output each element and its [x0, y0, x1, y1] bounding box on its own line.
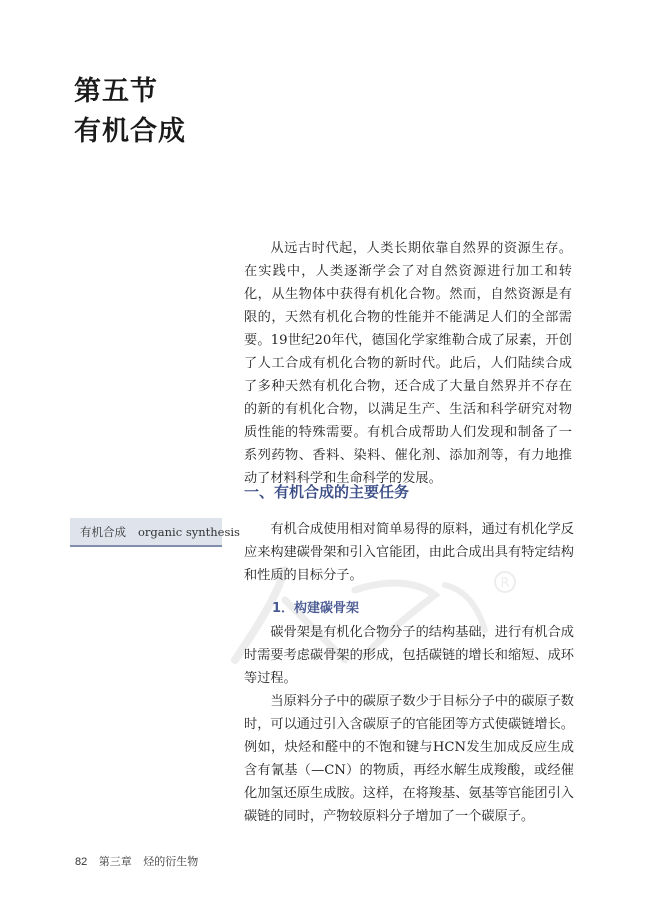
svg-text:R: R — [500, 576, 510, 591]
intro-paragraph: 从远古时代起，人类长期依靠自然界的资源生存。在实践中，人类逐渐学会了对自然资源进行加工和转化，从生物体中获得有机化合物。然而，自然资源是有限的，天然有机化合物的性能并不能满足人们的全部需要。19世纪20年代，德国化学家维勒合成了尿素，开创了人工合成有机化合物的新时代。此后，人们陆续合成了多种天然有机化合物，还合成了大量自然界并不存在的新的有机化合物，以满足生产、生活和科学研究对物质性能的特殊需要。有机合成帮助人们发现和制备了一系列药物、香料、染料、催化剂、添加剂等，有力地推动了材料科学和生命科学的发展。 — [244, 241, 572, 486]
paragraph-carbon-skeleton: 碳骨架是有机化合物分子的结构基础，进行有机合成时需要考虑碳骨架的形成，包括碳链的增长和缩短、成环等过程。 — [244, 625, 574, 686]
section-title — [74, 72, 186, 152]
chapter-title: 烃的衍生物 — [143, 855, 199, 868]
heading-carbon-skeleton: 1．构建碳骨架 — [272, 601, 360, 616]
page-number: 82 — [75, 856, 88, 868]
chapter-label: 第三章 — [98, 855, 132, 868]
heading-main-tasks: 一、有机合成的主要任务 — [244, 483, 410, 501]
keyword-box — [70, 518, 240, 547]
keyword-cn: 有机合成 — [80, 524, 126, 539]
keyword-en: organic synthesis — [138, 524, 240, 539]
page-footer — [75, 853, 198, 869]
paragraph-chain-growth: 当原料分子中的碳原子数少于目标分子中的碳原子数时，可以通过引入含碳原子的官能团等方式使碳链增长。例如，炔烃和醛中的不饱和键与HCN发生加成反应生成含有氰基（—CN）的物质，再经水解生成羧酸，或经催化加氢还原生成胺。这样，在将羧基、氨基等官能团引入碳链的同时，产物较原料分子增加了一个碳原子。 — [244, 694, 574, 824]
section-number: 第五节 — [74, 76, 158, 107]
paragraph-main-tasks: 有机合成使用相对简单易得的原料，通过有机化学反应来构建碳骨架和引入官能团，由此合成出具有特定结构和性质的目标分子。 — [244, 522, 574, 583]
section-heading: 有机合成 — [74, 116, 186, 147]
